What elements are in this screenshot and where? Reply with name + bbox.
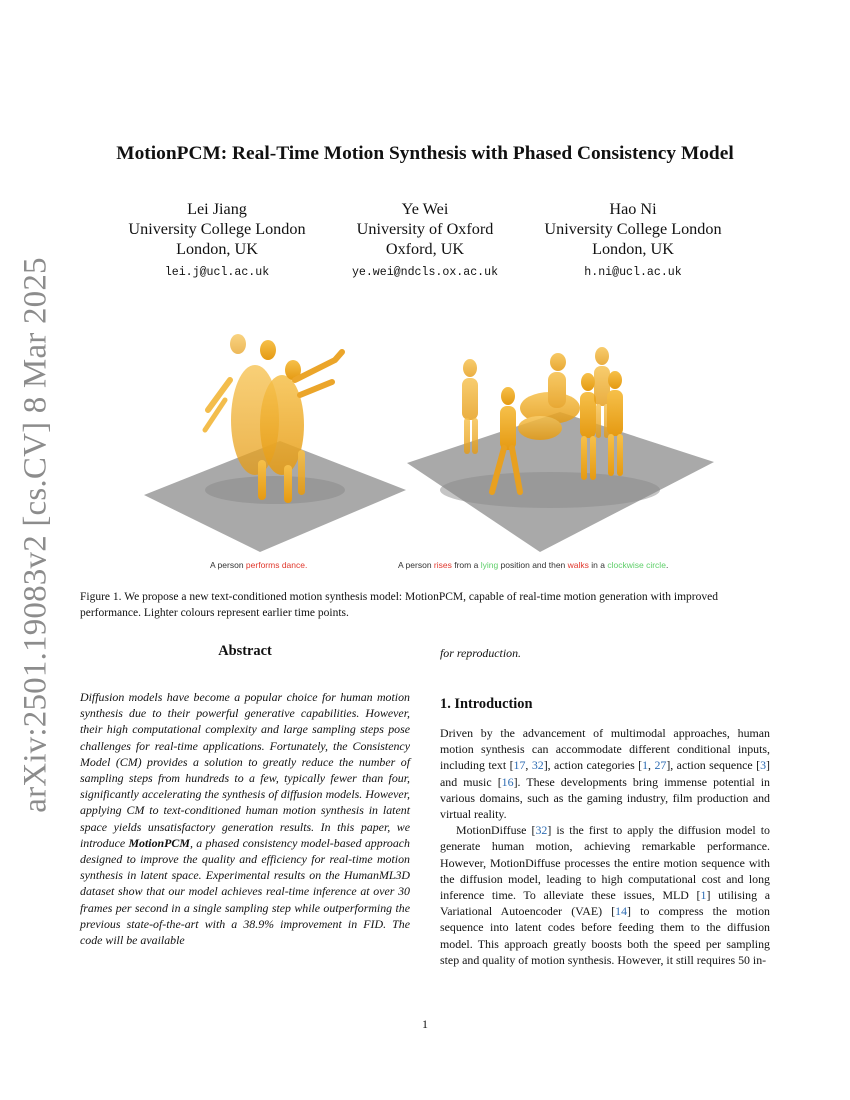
page-number: 1 [422,1017,428,1031]
author-name: Ye Wei [401,200,449,218]
figure-label-left: A person performs dance. [210,560,308,570]
model-name: MotionPCM [128,835,190,850]
introduction-body [440,725,770,968]
author-location: London, UK [176,240,258,258]
citation-link[interactable]: 17 [513,758,526,773]
citation-link[interactable]: 14 [615,904,628,919]
author-email[interactable]: lei.j@ucl.ac.uk [164,266,270,279]
motion-render-illustration [110,320,750,560]
abstract-heading: Abstract [218,643,272,659]
author-affiliation: University College London [544,220,722,238]
abstract-body: Diffusion models have become a popular choice for human motion synthesis due to their powerful generative capabilities. However, their high computational complexity and large sampling steps pose challenges for real-time applications. Fortunately, the Consistency Model (CM) provides a solution to greatly reduce the number of sampling steps from hundreds to a few, typically fewer than four, significantly accelerating the synthesis of diffusion models. However, applying CM to text-conditioned human motion synthesis in latent space yields unsatisfactory generation results. In this paper, we introduce MotionPCM, a phased consistency model-based approach designed to improve the quality and efficiency for real-time motion synthesis in latent space. Experimental results on the HumanML3D dataset show that our model achieves real-time inference at over 30 frames per second in a single sampling step while outperforming the previous state-of-the-art with a 38.9% improvement in FID. The code will be available [80,690,410,948]
citation-link[interactable]: 1 [642,758,649,773]
figure-1 [110,320,750,582]
citation-link[interactable]: 16 [501,774,514,789]
author-block [530,199,736,281]
citation-link[interactable]: 1 [700,888,707,903]
author-block [345,199,505,281]
author-location: London, UK [592,240,674,258]
abstract-tail: for reproduction. [440,646,522,660]
author-email[interactable]: h.ni@ucl.ac.uk [584,266,682,279]
floor-shadow [440,472,660,508]
paper-title: MotionPCM: Real-Time Motion Synthesis with Phased Consistency Model [116,143,734,164]
arxiv-sidebar [8,257,64,813]
figure-label-right: A person rises from a lying position and then walks in a clockwise circle. [398,560,669,570]
paragraph: MotionDiffuse [32] is the first to apply the diffusion model to generate human motion, achieving remarkable performance. However, MotionDiffuse processes the entire motion sequence with the diffusion model, leading to high computational cost and long inference time. To alleviate these issues, MLD [1] utilising a Variational Autoencoder (VAE) [14] to compress the motion sequence into latent codes before feeding them to the diffusion model. This approach greatly boosts both the speed per sampling step and quality of motion synthesis. However, it still requires 50 in- [440,823,770,967]
author-affiliation: University of Oxford [356,220,494,238]
author-affiliation: University College London [128,220,306,238]
paragraph: Driven by the advancement of multimodal approaches, human motion synthesis can accommodate different conditional inputs, including text [17, 32], action categories [1, 27], action sequence [3] and music [16]. These developments bring immense potential in various domains, such as the gaming industry, film production and virtual reality. [440,726,771,822]
author-name: Lei Jiang [187,200,247,218]
author-block [106,199,328,281]
citation-link[interactable]: 27 [654,758,667,773]
author-name: Hao Ni [609,200,657,218]
section-heading: 1. Introduction [440,696,533,712]
citation-link[interactable]: 32 [535,823,548,838]
floor-shadow [205,476,345,504]
citation-link[interactable]: 32 [531,758,544,773]
citation-link[interactable]: 3 [760,758,767,773]
figure-caption: Figure 1. We propose a new text-conditioned motion synthesis model: MotionPCM, capable of real-time motion generation with improved performance. Lighter colours represent earlier time points. [80,591,718,619]
author-location: Oxford, UK [385,240,465,258]
author-email[interactable]: ye.wei@ndcls.ox.ac.uk [351,266,499,279]
arxiv-stamp: arXiv:2501.19083v2 [cs.CV] 8 Mar 2025 [17,257,54,813]
